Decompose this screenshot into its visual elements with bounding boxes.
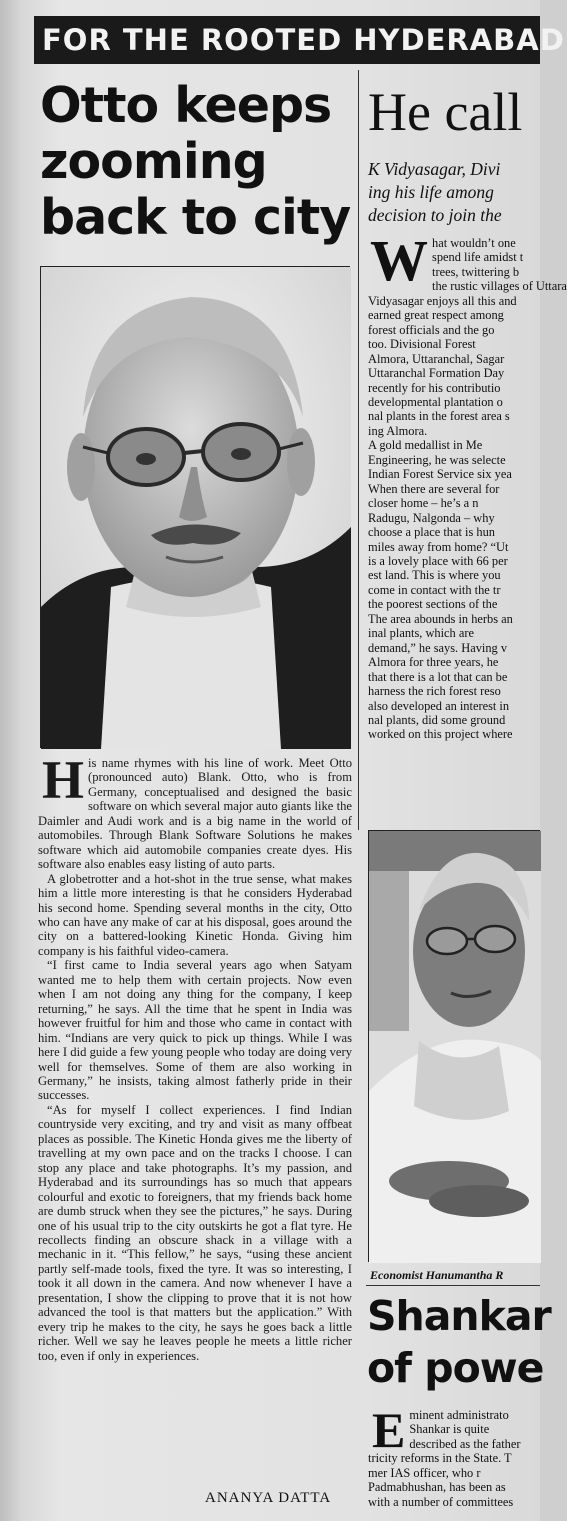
paragraph: “I first came to India several years ago when Satyam wanted me to help them with certain projects. Now even when I am not doing any thing for the company, I keep returning,” he says. All the time that he spent in India was however fruitful for him and those who came in contact with him. “Indians are very quick to pick up things. While I was here I did guide a few young people who today are doing very well for themselves. Some of them are also working in Germany,” he insists, taking almost fatherly pride in their successes. <box>38 958 352 1103</box>
text-line: Almora for three years, he <box>368 655 499 670</box>
column-divider <box>358 70 359 830</box>
text-line: the rustic villages of Uttara <box>432 279 567 294</box>
text-line: is a lovely place with 66 per <box>368 553 508 568</box>
text-line: that there is a lot that can be <box>368 669 508 684</box>
paragraph-text: is name rhymes with his line of work. Meet Otto (pronounced auto) Blank. Otto, who is from Germany, conceptualised and designed the basic software on which several major auto giants like the Daimler and Audi work and is a big name in the world of automobiles. Through Blank Software Solutions he makes software which aid automobile companies create dyes. His software also enables easy listing of auto parts. <box>38 756 352 872</box>
photo-caption: Economist Hanumantha R <box>370 1268 504 1282</box>
text-line: nal plants in the forest area s <box>368 409 510 424</box>
subhead-line: K Vidyasagar, Divi <box>368 159 501 179</box>
text-line: closer home – he’s a n <box>368 496 479 511</box>
drop-cap: H <box>42 750 85 810</box>
second-right-article-body <box>368 1402 540 1521</box>
text-line: developmental plantation o <box>368 394 503 409</box>
text-line: est land. This is where you <box>368 568 501 583</box>
subhead-line: decision to join the <box>368 205 502 225</box>
text-line: Uttaranchal Formation Day <box>368 366 505 381</box>
text-line: The area abounds in herbs an <box>368 611 513 626</box>
text-line: Vidyasagar enjoys all this and <box>368 293 517 308</box>
text-line: trees, twittering b <box>432 264 520 279</box>
subhead-line: ing his life among <box>368 182 494 202</box>
right-headline: He call <box>368 82 523 142</box>
right-article-body <box>368 228 567 796</box>
text-line: forest officials and the go <box>368 322 495 337</box>
left-headline-line: zooming <box>40 133 267 190</box>
drop-cap: W <box>370 228 428 293</box>
headline-line: of powe <box>367 1344 544 1392</box>
otto-blank-photo <box>40 266 350 748</box>
text-line: Indian Forest Service six yea <box>368 467 512 482</box>
text-line: come in contact with the tr <box>368 582 501 597</box>
right-box-rule <box>366 1285 540 1286</box>
text-line: A gold medallist in Me <box>368 438 483 453</box>
text-line: choose a place that is hun <box>368 525 495 540</box>
left-article-body <box>38 750 352 1486</box>
text-line: When there are several for <box>368 481 500 496</box>
text-line: too. Divisional Forest <box>368 337 476 352</box>
left-headline-line: back to city <box>40 189 351 246</box>
text-line: Engineering, he was selecte <box>368 452 506 467</box>
right-subhead <box>368 158 540 227</box>
text-line: mer IAS officer, who r <box>368 1465 481 1480</box>
text-line: spend life amidst t <box>432 250 524 265</box>
text-line: Shankar is quite <box>409 1422 490 1437</box>
left-headline-line: Otto keeps <box>40 77 332 134</box>
text-line: tricity reforms in the State. T <box>368 1451 512 1466</box>
text-line: minent administrato <box>409 1408 509 1422</box>
text-line: ing Almora. <box>368 423 428 438</box>
text-line: demand,” he says. Having v <box>368 640 508 655</box>
headline-line: Shankar <box>367 1292 551 1340</box>
section-banner: FOR THE ROOTED HYDERABAD <box>34 16 540 64</box>
text-line: described as the father <box>409 1436 521 1451</box>
text-line: earned great respect among <box>368 308 504 323</box>
byline: ANANYA DATTA <box>205 1490 332 1506</box>
paragraph: A globetrotter and a hot-shot in the true sense, what makes him a little more interesting is that he considers Hyderabad his second home. Spending several months in the city, Otto who can have any make of car at his disposal, goes around the city on a battered-looking Kinetic Honda. Giving him company is his faithful video-camera. <box>38 871 352 958</box>
text-line: recently for his contributio <box>368 380 501 395</box>
text-line: with a number of committees <box>368 1494 514 1509</box>
text-line: nal plants, did some ground <box>368 712 506 727</box>
second-right-headline <box>367 1290 551 1394</box>
right-article-lines <box>368 228 567 742</box>
left-headline <box>40 77 351 246</box>
text-line: Radugu, Nalgonda – why <box>368 510 495 525</box>
text-line: worked on this project where <box>368 727 513 742</box>
portrait-illustration <box>369 831 541 1263</box>
drop-cap: E <box>372 1402 406 1458</box>
text-line: harness the rich forest reso <box>368 684 501 699</box>
text-line: also developed an interest in <box>368 698 510 713</box>
text-line: the poorest sections of the <box>368 597 498 612</box>
text-line: miles away from home? “Ut <box>368 539 509 554</box>
text-line: Almora, Uttaranchal, Sagar <box>368 351 505 366</box>
paragraph: “As for myself I collect experiences. I find Indian countryside very exciting, and try and visit as many offbeat places as possible. The Kinetic Honda gives me the liberty of travelling at my own pace and on the tracks I choose. I can stop any place and take photographs. It’s my passion, and Hyderabad and its surroundings has so much that appears colourful and exotic to foreigners, that my friends back home are dumb struck when they see the pictures,” he says. During one of his usual trip to the city outskirts he got a flat tyre. He recollects finding an obscure shack in a village with a mechanic in it. “This fellow,” he says, “using these ancient partly self-made tools, fixed the tyre. It was so interesting, I took it all down in the camera. And now whenever I have a presentation, I show the clipping to prove that it is not how advanced the tool is that matters but the application.” With every trip he makes to the city, he says he goes back a little richer. Well we say he leaves people he meets a little richer too, even if only in experiences. <box>38 1102 352 1363</box>
text-line: hat wouldn’t one <box>432 236 516 250</box>
text-line: inal plants, which are <box>368 626 474 641</box>
paragraph <box>38 750 352 872</box>
portrait-illustration <box>41 267 351 749</box>
economist-photo <box>368 830 540 1262</box>
text-line: Padmabhushan, has been as <box>368 1480 506 1495</box>
